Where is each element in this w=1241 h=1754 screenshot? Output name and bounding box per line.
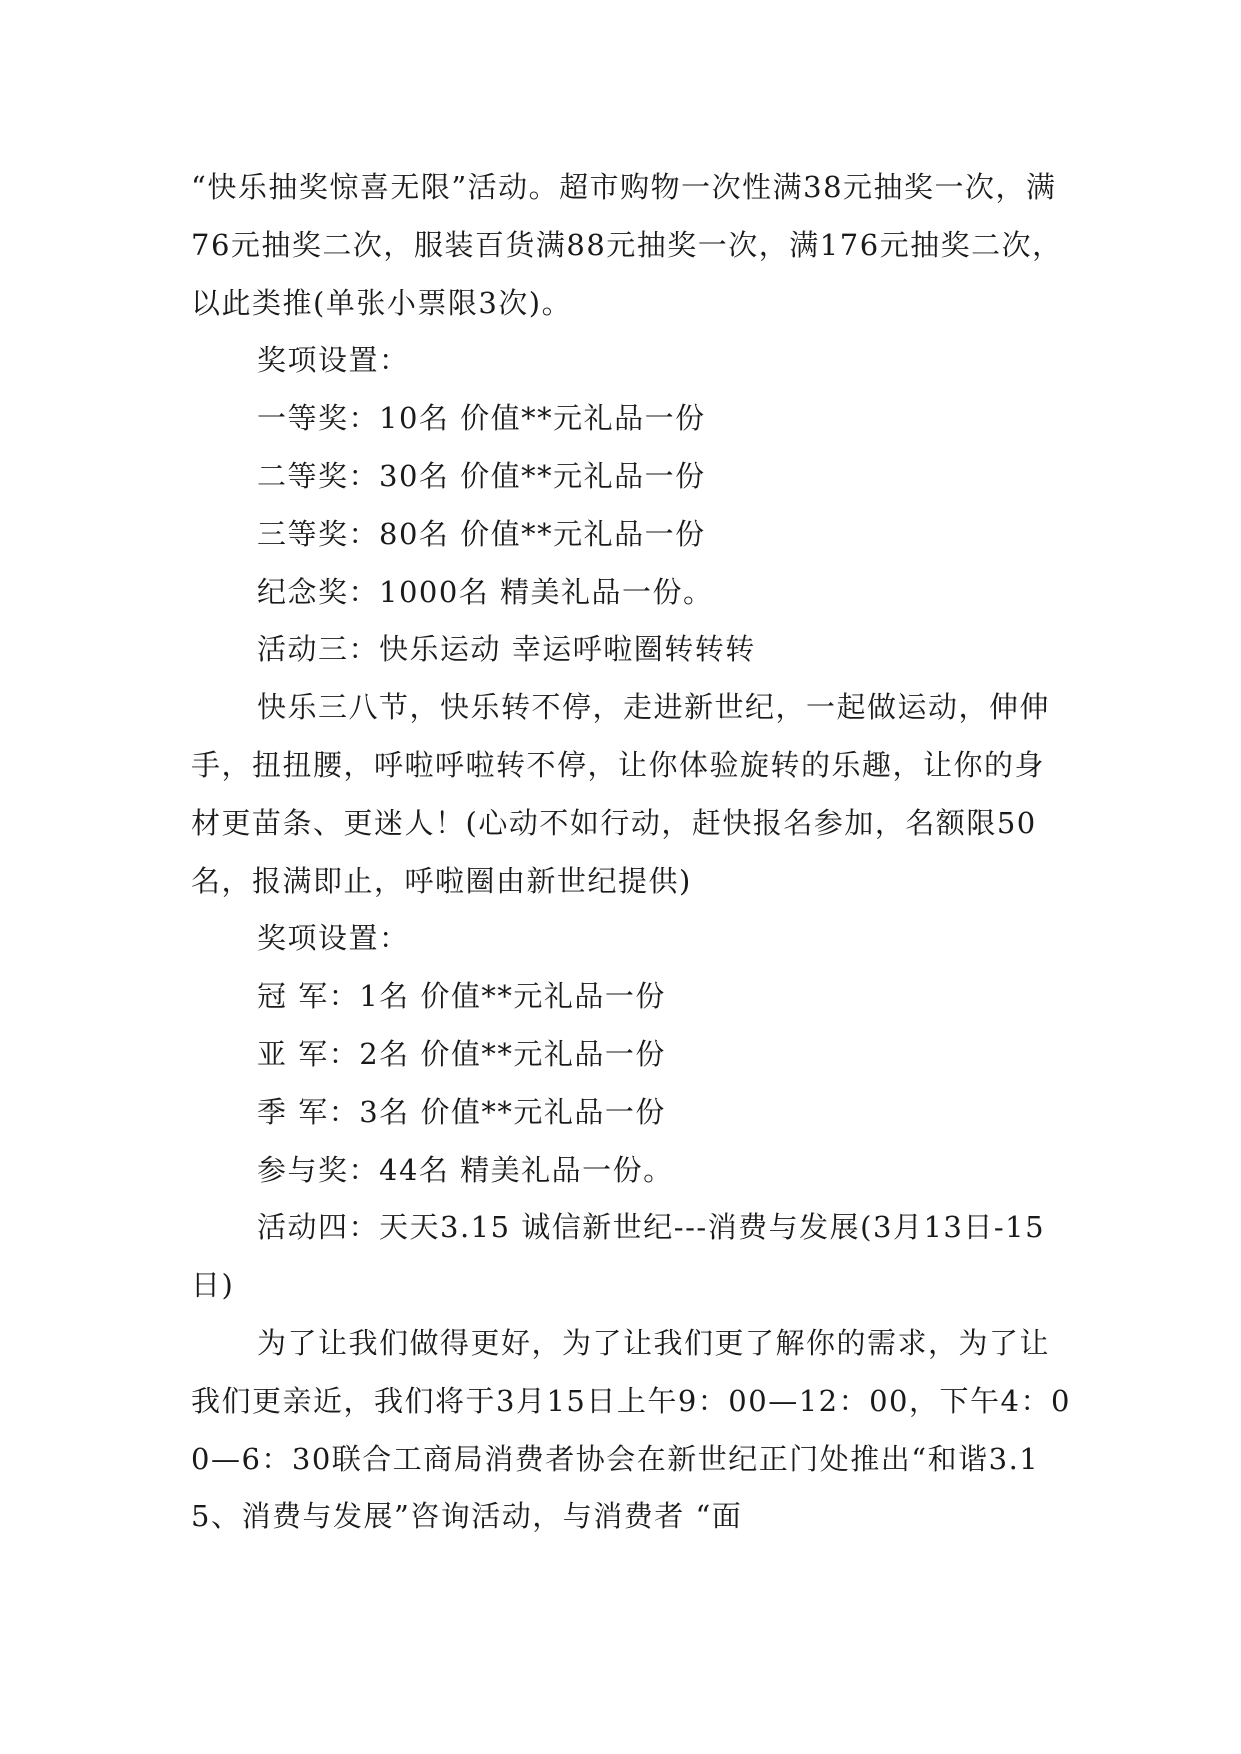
participation-prize-line: 参与奖：44名 精美礼品一份。 xyxy=(257,1152,674,1187)
first-prize-line: 一等奖：10名 价值**元礼品一份 xyxy=(257,401,706,436)
third-prize-line: 三等奖：80名 价值**元礼品一份 xyxy=(257,516,706,551)
third-place-line: 季 军：3名 价值**元礼品一份 xyxy=(257,1094,666,1129)
activity-three-heading: 活动三：快乐运动 幸运呼啦圈转转转 xyxy=(257,632,756,667)
activity-four-heading: 活动四：天天3.15 诚信新世纪---消费与发展(3月13日-15日) xyxy=(191,1210,1046,1303)
activity-four-description: 为了让我们做得更好，为了让我们更了解你的需求，为了让我们更亲近，我们将于3月15日上午9：00—12：00，下午4：00—6：30联合工商局消费者协会在新世纪正门处推出“和谐3.15、消费与发展”咨询活动，与消费者 “面 xyxy=(191,1325,1071,1534)
prize-settings-heading-2: 奖项设置： xyxy=(257,921,410,956)
champion-line: 冠 军：1名 价值**元礼品一份 xyxy=(257,979,666,1014)
prize-settings-heading: 奖项设置： xyxy=(257,343,410,378)
second-prize-line: 二等奖：30名 价值**元礼品一份 xyxy=(257,458,706,493)
document-body xyxy=(191,159,1071,1546)
activity-three-description: 快乐三八节，快乐转不停，走进新世纪，一起做运动，伸伸手，扭扭腰，呼啦呼啦转不停，让你体验旋转的乐趣，让你的身材更苗条、更迷人！(心动不如行动，赶快报名参加，名额限50名，报满即止，呼啦圈由新世纪提供) xyxy=(191,690,1051,898)
runner-up-line: 亚 军：2名 价值**元礼品一份 xyxy=(257,1036,666,1071)
souvenir-prize-line: 纪念奖：1000名 精美礼品一份。 xyxy=(257,574,714,609)
paragraph-intro: “快乐抽奖惊喜无限”活动。超市购物一次性满38元抽奖一次，满76元抽奖二次，服装百货满88元抽奖一次，满176元抽奖二次，以此类推(单张小票限3次)。 xyxy=(191,170,1063,320)
